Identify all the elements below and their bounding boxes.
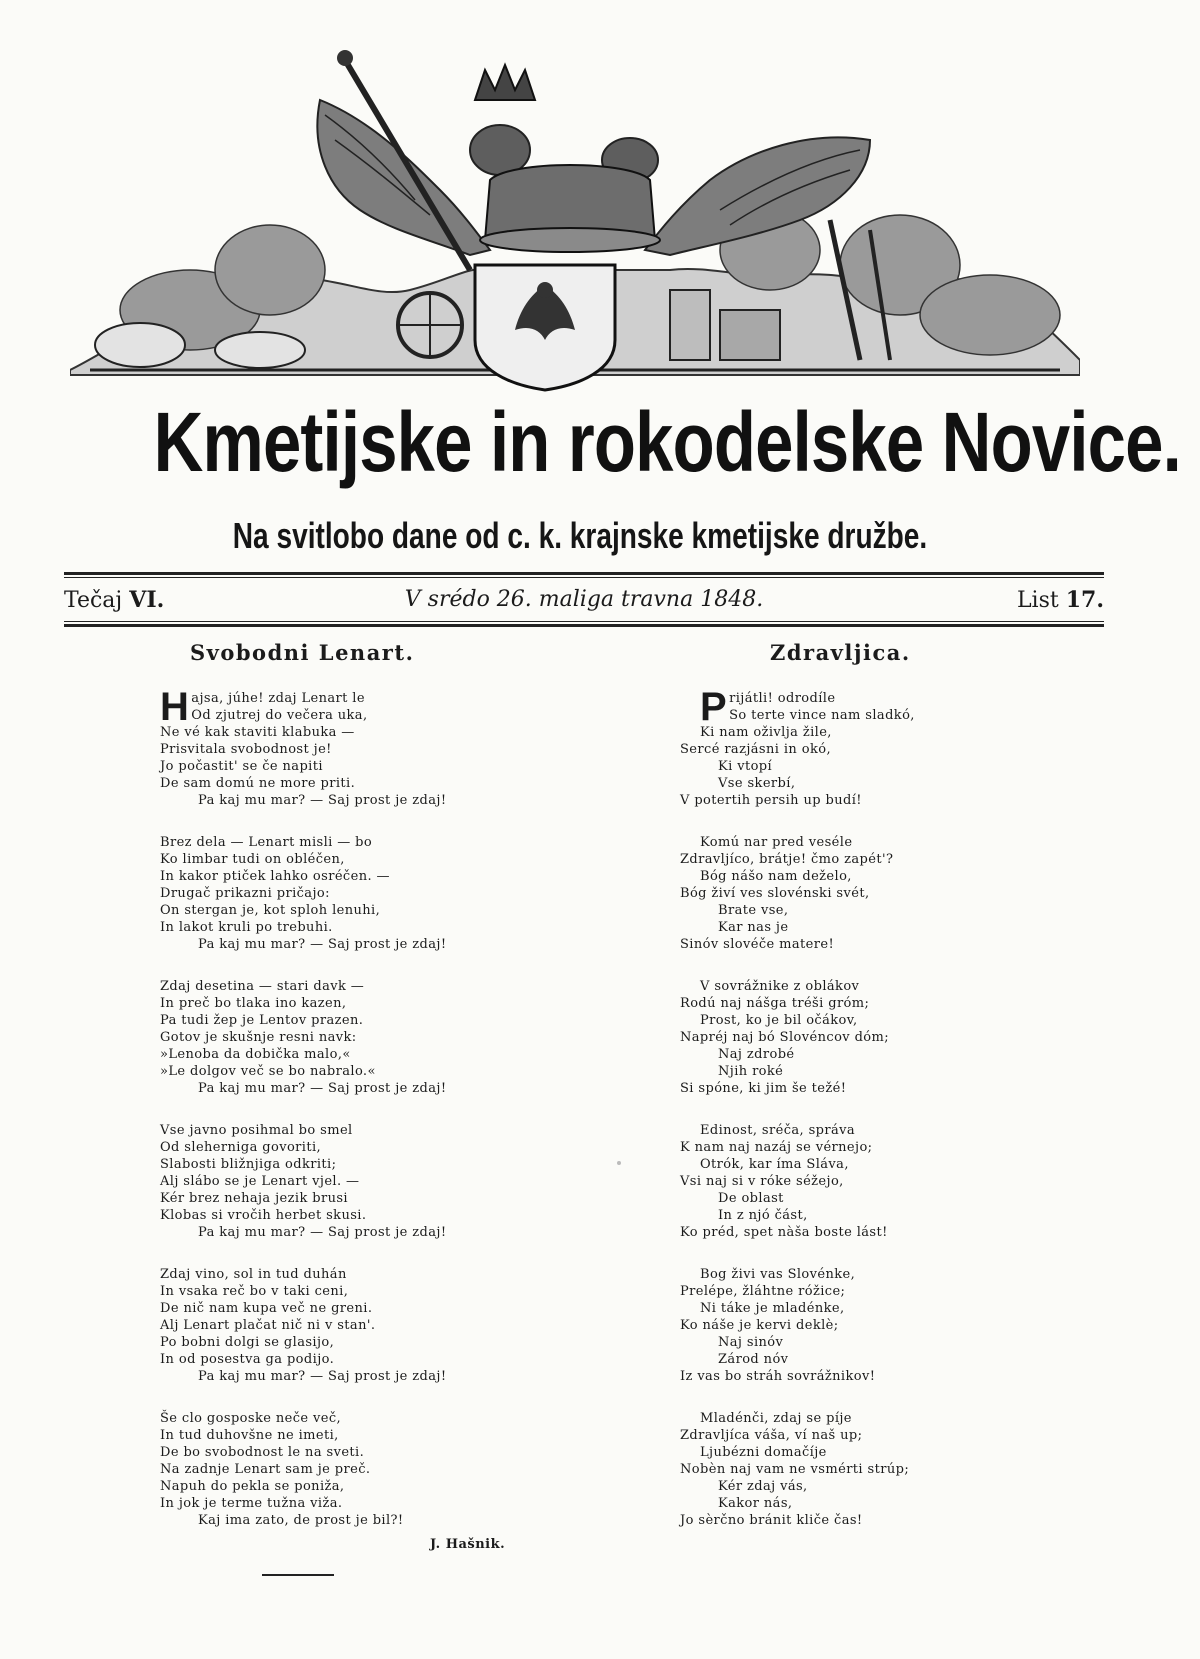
poem-line: Zárod nóv bbox=[718, 1352, 789, 1367]
poem-line: Ni táke je mladénke, bbox=[700, 1301, 845, 1316]
poem-line: Vse javno posihmal bo smel bbox=[160, 1123, 353, 1138]
poem-line: Zdravljíca váša, ví naš up; bbox=[680, 1428, 863, 1443]
poem-line: Alj slábo se je Lenart vjel. — bbox=[160, 1174, 360, 1189]
poem-line: Zdaj vino, sol in tud duhán bbox=[160, 1267, 347, 1282]
poem-line: Po bobni dolgi se glasijo, bbox=[160, 1335, 335, 1350]
poem-line: Pa tudi žep je Lentov prazen. bbox=[160, 1013, 364, 1028]
poem-line: In vsaka reč bo v taki ceni, bbox=[160, 1284, 349, 1299]
poem-line: Ko náše je kervi deklè; bbox=[680, 1318, 839, 1333]
poem-line: Kaj ima zato, de prost je bil?! bbox=[198, 1513, 404, 1528]
sheet-number: 17. bbox=[1065, 587, 1104, 613]
poem-line-text: rijátli! odrodíle bbox=[729, 691, 836, 706]
poem-line: Brez dela — Lenart misli — bo bbox=[160, 835, 373, 850]
poem-line: Drugač prikazni pričajo: bbox=[160, 886, 330, 901]
poem-line: Zdaj desetina — stari davk — bbox=[160, 979, 365, 994]
poem-line: Mladénči, zdaj se píje bbox=[700, 1411, 852, 1426]
newspaper-subtitle: Na svitlobo dane od c. k. krajnske kmetijske družbe. bbox=[232, 515, 928, 556]
poem-line: Pa kaj mu mar? — Saj prost je zdaj! bbox=[198, 793, 447, 808]
poem-line: Njih roké bbox=[718, 1064, 784, 1079]
poem-line: Napuh do pekla se poniža, bbox=[160, 1479, 345, 1494]
poem-line: De sam domú ne more priti. bbox=[160, 776, 356, 791]
poem-line: Pa kaj mu mar? — Saj prost je zdaj! bbox=[198, 1081, 447, 1096]
header-rule bbox=[64, 572, 1104, 575]
poem-line: Na zadnje Lenart sam je preč. bbox=[160, 1462, 371, 1477]
poem-line: Vsi naj si v róke séžejo, bbox=[680, 1174, 844, 1189]
poem-line: Si spóne, ki jim še težé! bbox=[680, 1081, 847, 1096]
poem-line: Ko préd, spet nàša boste lást! bbox=[680, 1225, 888, 1240]
drop-cap: H bbox=[160, 685, 190, 729]
poem-stanza bbox=[680, 1122, 950, 1241]
end-rule bbox=[262, 1574, 334, 1576]
poem-line: De bo svobodnost le na sveti. bbox=[160, 1445, 365, 1460]
poem-line: In z njó část, bbox=[718, 1208, 808, 1223]
sheet-label: List bbox=[1016, 588, 1059, 613]
poem-line: De nič nam kupa več ne greni. bbox=[160, 1301, 373, 1316]
poem-line: In lakot kruli po trebuhi. bbox=[160, 920, 333, 935]
issue-date: V srédo 26. maliga travna 1848. bbox=[404, 587, 764, 612]
poem-line: Sinóv slovéče matere! bbox=[680, 937, 835, 952]
poem-line: Alj Lenart plačat nič ni v stan'. bbox=[160, 1318, 376, 1333]
poem-line: Nobèn naj vam ne vsmérti strúp; bbox=[680, 1462, 910, 1477]
poem-line: Pa kaj mu mar? — Saj prost je zdaj! bbox=[198, 937, 447, 952]
left-poem-title: Svobodni Lenart. bbox=[190, 640, 415, 665]
poem-line: Iz vas bo stráh sovrážnikov! bbox=[680, 1369, 876, 1384]
poem-line: De oblast bbox=[718, 1191, 784, 1206]
poem-line: Kar nas je bbox=[718, 920, 789, 935]
poem-stanza bbox=[680, 834, 950, 953]
poem-line: In od posestva ga podijo. bbox=[160, 1352, 335, 1367]
poem-stanza bbox=[680, 978, 950, 1097]
poem-line: Bog živi vas Slovénke, bbox=[700, 1267, 856, 1282]
poem-line: Kér brez nehaja jezik brusi bbox=[160, 1191, 348, 1206]
poem-line: Ki vtopí bbox=[718, 759, 773, 774]
header-rule-thin bbox=[64, 577, 1104, 578]
volume-label: Tečaj bbox=[64, 588, 123, 613]
poem-line: Kakor nás, bbox=[718, 1496, 793, 1511]
poem-line: In preč bo tlaka ino kazen, bbox=[160, 996, 347, 1011]
poem-line: Ljubézni domačíje bbox=[700, 1445, 827, 1460]
poem-line: Ki nam oživlja žile, bbox=[700, 725, 832, 740]
poem-line-text: ajsa, júhe! zdaj Lenart le bbox=[191, 691, 365, 706]
poem-line: V potertih persih up budí! bbox=[680, 793, 862, 808]
poem-line: Klobas si vročih herbet skusi. bbox=[160, 1208, 367, 1223]
right-poem bbox=[680, 685, 950, 1554]
poem-line: Vse skerbí, bbox=[718, 776, 796, 791]
poem-line: Slabosti bližnjiga odkriti; bbox=[160, 1157, 337, 1172]
poem-stanza bbox=[160, 834, 540, 953]
header-rule-thin-bottom bbox=[64, 621, 1104, 622]
poem-stanza bbox=[160, 685, 540, 809]
poem-line: Bóg živí ves slovénski svét, bbox=[680, 886, 870, 901]
poem-line: Otrók, kar íma Sláva, bbox=[700, 1157, 849, 1172]
poem-line: Od zjutrej do večera uka, bbox=[191, 708, 368, 723]
poem-line: Prost, ko je bil očákov, bbox=[700, 1013, 858, 1028]
poem-line: Napréj naj bó Slovéncov dóm; bbox=[680, 1030, 890, 1045]
poem-line: Komú nar pred veséle bbox=[700, 835, 853, 850]
poem-line: »Lenoba da dobička malo,« bbox=[160, 1047, 351, 1062]
eagle-emblem-icon bbox=[70, 40, 1080, 425]
poem-line: Gotov je skušnje resni navk: bbox=[160, 1030, 357, 1045]
poem-line: Bóg nášo nam deželo, bbox=[700, 869, 852, 884]
poem-line: Ne vé kak staviti klabuka — bbox=[160, 725, 355, 740]
poem-line: Naj zdrobé bbox=[718, 1047, 795, 1062]
poem-stanza bbox=[160, 1266, 540, 1385]
poem-line: Edinost, sréča, správa bbox=[700, 1123, 856, 1138]
poem-line: Sercé razjásni in okó, bbox=[680, 742, 831, 757]
poem-author: J. Hašnik. bbox=[430, 1537, 506, 1552]
newspaper-title: Kmetijske in rokodelske Novice. bbox=[153, 395, 1181, 489]
volume-number: VI. bbox=[129, 587, 165, 613]
poem-line: Prelépe, žláhtne róžice; bbox=[680, 1284, 846, 1299]
poem-line: Zdravljíco, brátje! čmo zapét'? bbox=[680, 852, 894, 867]
poem-stanza bbox=[680, 1266, 950, 1385]
poem-line: Naj sinóv bbox=[718, 1335, 784, 1350]
poem-line: On stergan je, kot sploh lenuhi, bbox=[160, 903, 381, 918]
issue-info-row bbox=[64, 582, 1104, 618]
poem-line: Še clo gosposke neče več, bbox=[160, 1411, 342, 1426]
poem-line: V sovrážnike z oblákov bbox=[700, 979, 860, 994]
poem-stanza bbox=[680, 1410, 950, 1529]
poem-line: Jo počastit' se če napiti bbox=[160, 759, 323, 774]
poem-line: Rodú naj nášga tréši gróm; bbox=[680, 996, 870, 1011]
poem-line: In kakor ptiček lahko osréčen. — bbox=[160, 869, 390, 884]
right-poem-title: Zdravljica. bbox=[770, 640, 911, 665]
poem-line: Pa kaj mu mar? — Saj prost je zdaj! bbox=[198, 1225, 447, 1240]
poem-line: Pa kaj mu mar? — Saj prost je zdaj! bbox=[198, 1369, 447, 1384]
poem-line: Kér zdaj vás, bbox=[718, 1479, 808, 1494]
poem-line: Brate vse, bbox=[718, 903, 789, 918]
poem-line: »Le dolgov več se bo nabralo.« bbox=[160, 1064, 376, 1079]
drop-cap: P bbox=[700, 685, 728, 729]
ink-speck bbox=[617, 1161, 621, 1165]
header-rule-bottom bbox=[64, 624, 1104, 627]
poem-line: So terte vince nam sladkó, bbox=[729, 708, 915, 723]
poem-line: In tud duhovšne ne imeti, bbox=[160, 1428, 339, 1443]
left-poem bbox=[160, 685, 540, 1554]
poem-line: Od slehernigа govoriti, bbox=[160, 1140, 322, 1155]
poem-line: Ko limbar tudi on obléčen, bbox=[160, 852, 345, 867]
poem-line: K nam naj nazáj se vérnejo; bbox=[680, 1140, 873, 1155]
poem-line: In jok je terme tužna viža. bbox=[160, 1496, 343, 1511]
poem-line: Jo sèrčno bránit kliče čas! bbox=[680, 1513, 863, 1528]
poem-stanza bbox=[160, 1410, 540, 1529]
poem-stanza bbox=[160, 978, 540, 1097]
poem-stanza bbox=[680, 685, 950, 809]
poem-line: Prisvitala svobodnost je! bbox=[160, 742, 332, 757]
poem-stanza bbox=[160, 1122, 540, 1241]
sheet-info bbox=[1017, 582, 1104, 619]
